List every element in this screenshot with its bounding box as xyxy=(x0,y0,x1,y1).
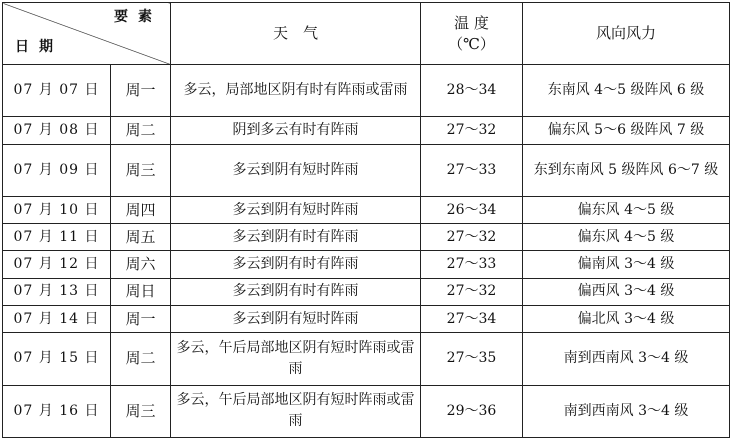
weekday-cell: 周一 xyxy=(111,305,171,332)
temperature-cell: 27～33 xyxy=(421,251,523,278)
date-cell: 07 月 09 日 xyxy=(3,144,111,196)
weekday-cell: 周五 xyxy=(111,224,171,251)
date-cell: 07 月 14 日 xyxy=(3,305,111,332)
weekday-cell: 周四 xyxy=(111,197,171,224)
table-row xyxy=(3,197,730,224)
table-row xyxy=(3,65,730,117)
date-cell: 07 月 12 日 xyxy=(3,251,111,278)
weather-cell: 多云到阴有时有阵雨 xyxy=(171,224,421,251)
wind-header xyxy=(523,3,730,65)
weather-cell: 多云到阴有时有阵雨 xyxy=(171,278,421,305)
table-row xyxy=(3,333,730,385)
table-row xyxy=(3,251,730,278)
temperature-cell: 27～32 xyxy=(421,278,523,305)
temperature-cell: 27～35 xyxy=(421,333,523,385)
wind-cell: 东南风 4～5 级阵风 6 级 xyxy=(523,65,730,117)
temperature-header-line2: （℃） xyxy=(448,34,495,53)
wind-cell: 偏东风 4～5 级 xyxy=(523,197,730,224)
element-label: 要素 xyxy=(114,9,162,25)
weekday-cell: 周三 xyxy=(111,144,171,196)
wind-cell: 东到东南风 5 级阵风 6～7 级 xyxy=(523,144,730,196)
table-row xyxy=(3,305,730,332)
weather-header xyxy=(171,3,421,65)
temperature-cell: 28～34 xyxy=(421,65,523,117)
weather-cell: 多云，午后局部地区阴有短时阵雨或雷雨 xyxy=(171,333,421,385)
weather-cell: 多云到阴有短时阵雨 xyxy=(171,144,421,196)
temperature-cell: 27～34 xyxy=(421,305,523,332)
wind-cell: 偏东风 4～5 级 xyxy=(523,224,730,251)
weather-cell: 多云，午后局部地区阴有短时阵雨或雷雨 xyxy=(171,385,421,437)
temperature-cell: 29～36 xyxy=(421,385,523,437)
diagonal-header-cell xyxy=(3,3,171,65)
table-row xyxy=(3,117,730,144)
wind-cell: 偏南风 3～4 级 xyxy=(523,251,730,278)
weather-cell: 阴到多云有时有阵雨 xyxy=(171,117,421,144)
forecast-table xyxy=(2,2,730,438)
table-row xyxy=(3,144,730,196)
table-row xyxy=(3,385,730,437)
table-row xyxy=(3,224,730,251)
wind-cell: 南到西南风 3～4 级 xyxy=(523,385,730,437)
wind-cell: 偏北风 3～4 级 xyxy=(523,305,730,332)
date-cell: 07 月 13 日 xyxy=(3,278,111,305)
weekday-cell: 周三 xyxy=(111,385,171,437)
weather-header-text: 天 气 xyxy=(272,24,318,42)
weekday-cell: 周二 xyxy=(111,333,171,385)
weather-cell: 多云到阴有短时阵雨 xyxy=(171,197,421,224)
weekday-cell: 周日 xyxy=(111,278,171,305)
table-row xyxy=(3,278,730,305)
date-cell: 07 月 08 日 xyxy=(3,117,111,144)
wind-cell: 偏东风 5～6 级阵风 7 级 xyxy=(523,117,730,144)
weekday-cell: 周二 xyxy=(111,117,171,144)
date-cell: 07 月 10 日 xyxy=(3,197,111,224)
temperature-cell: 27～33 xyxy=(421,144,523,196)
temperature-cell: 27～32 xyxy=(421,117,523,144)
temperature-cell: 27～32 xyxy=(421,224,523,251)
weather-cell: 多云到阴有时有阵雨 xyxy=(171,251,421,278)
date-cell: 07 月 07 日 xyxy=(3,65,111,117)
weekday-cell: 周六 xyxy=(111,251,171,278)
weather-cell: 多云，局部地区阴有时有阵雨或雷雨 xyxy=(171,65,421,117)
date-cell: 07 月 16 日 xyxy=(3,385,111,437)
temperature-header-line1: 温 度 xyxy=(454,13,489,32)
date-cell: 07 月 11 日 xyxy=(3,224,111,251)
weekday-cell: 周一 xyxy=(111,65,171,117)
forecast-body xyxy=(3,65,730,438)
date-label: 日期 xyxy=(15,39,63,55)
wind-cell: 南到西南风 3～4 级 xyxy=(523,333,730,385)
temperature-header xyxy=(421,3,523,65)
temperature-cell: 26～34 xyxy=(421,197,523,224)
weather-cell: 多云到阴有短时阵雨 xyxy=(171,305,421,332)
date-cell: 07 月 15 日 xyxy=(3,333,111,385)
wind-header-text: 风向风力 xyxy=(595,24,656,42)
wind-cell: 偏西风 3～4 级 xyxy=(523,278,730,305)
header-row xyxy=(3,3,730,65)
